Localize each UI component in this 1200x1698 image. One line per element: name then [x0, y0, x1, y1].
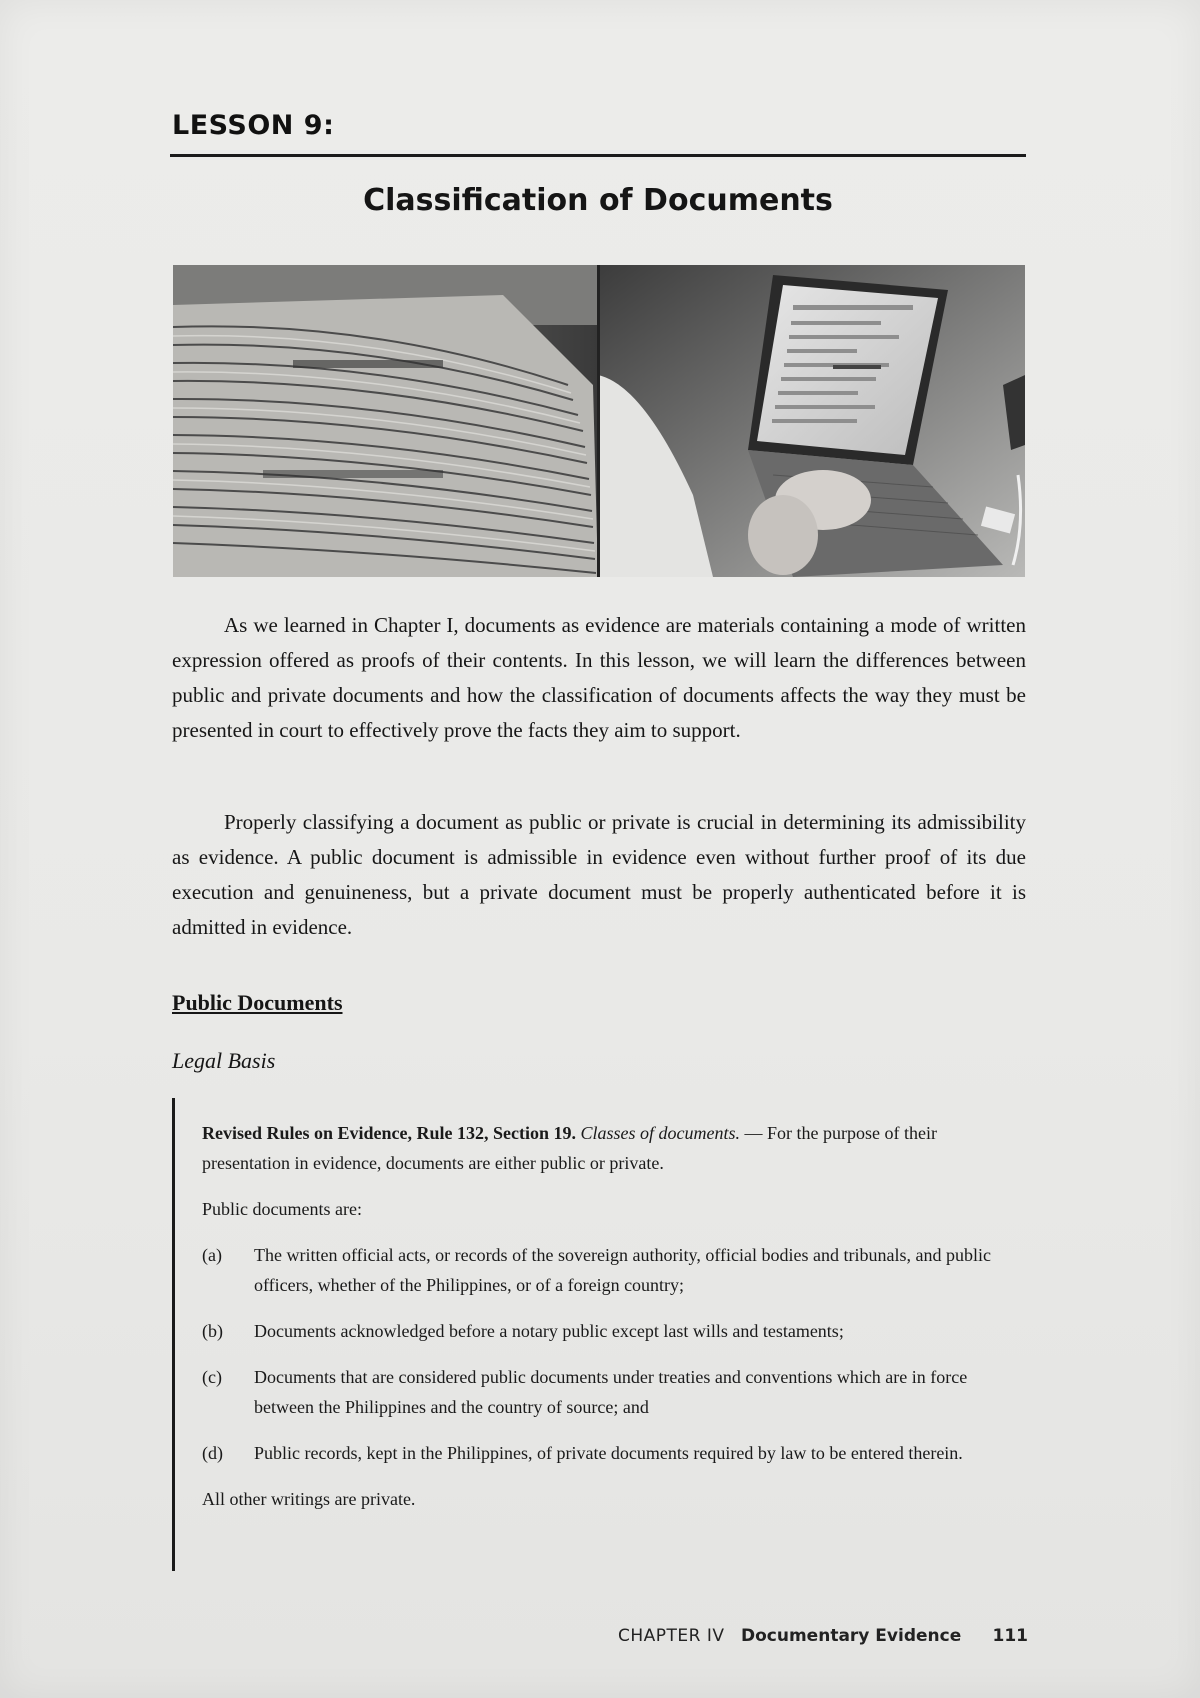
page-title: Classification of Documents [363, 183, 833, 218]
page-number: 111 [992, 1626, 1028, 1646]
footer-chapter: CHAPTER IV [618, 1626, 725, 1646]
item-text: Documents acknowledged before a notary public except last wills and testaments; [254, 1321, 844, 1341]
closing-line: All other writings are private. [202, 1489, 416, 1509]
citation-source: Revised Rules on Evidence, Rule 132, Section 19. [202, 1123, 577, 1143]
intro-paragraph: As we learned in Chapter I, documents as evidence are materials containing a mode of written expression offered as proofs of their contents. In this lesson, we will learn the differences between public and private documents and how the classification of documents affects the way they must be presented in court to effectively prove the facts they aim to support. [172, 613, 1026, 742]
quote-bar [172, 1098, 175, 1571]
subheading: Legal Basis [172, 1048, 276, 1073]
list-item [202, 1438, 1028, 1468]
laptop-image [598, 265, 1025, 577]
list-intro: Public documents are: [202, 1199, 362, 1219]
item-label: (b) [202, 1321, 223, 1341]
lesson-photo [173, 265, 1025, 577]
item-label: (a) [202, 1245, 222, 1265]
file-stack-image [173, 265, 598, 577]
item-label: (c) [202, 1367, 222, 1387]
item-text: The written official acts, or records of the sovereign authority, official bodies and tribunals, and public officers, whether of the Philippines, or of a foreign country; [254, 1245, 991, 1295]
list-item [202, 1362, 1028, 1422]
heading-rule [170, 154, 1026, 157]
classification-paragraph: Properly classifying a document as public or private is crucial in determining its admissibility as evidence. A public document is admissible in evidence even without further proof of its due execution and genuineness, but a private document must be properly authenticated before it is admitted in evidence. [172, 810, 1026, 939]
lesson-label: LESSON 9: [172, 110, 335, 141]
legal-basis-quote [202, 1118, 1028, 1530]
section-heading: Public Documents [172, 990, 343, 1015]
citation-title: Classes of documents. [580, 1123, 741, 1143]
rule-citation [202, 1118, 1028, 1178]
item-label: (d) [202, 1443, 223, 1463]
item-text: Public records, kept in the Philippines, of private documents required by law to be entered therein. [254, 1443, 963, 1463]
list-item [202, 1240, 1028, 1300]
citation-text: — For the purpose of their presentation in evidence, documents are either public or private. [202, 1123, 937, 1173]
footer-chapter-title: Documentary Evidence [741, 1626, 962, 1646]
item-text: Documents that are considered public documents under treaties and conventions which are in force between the Philippines and the country of source; and [254, 1367, 968, 1417]
list-item [202, 1316, 1028, 1346]
